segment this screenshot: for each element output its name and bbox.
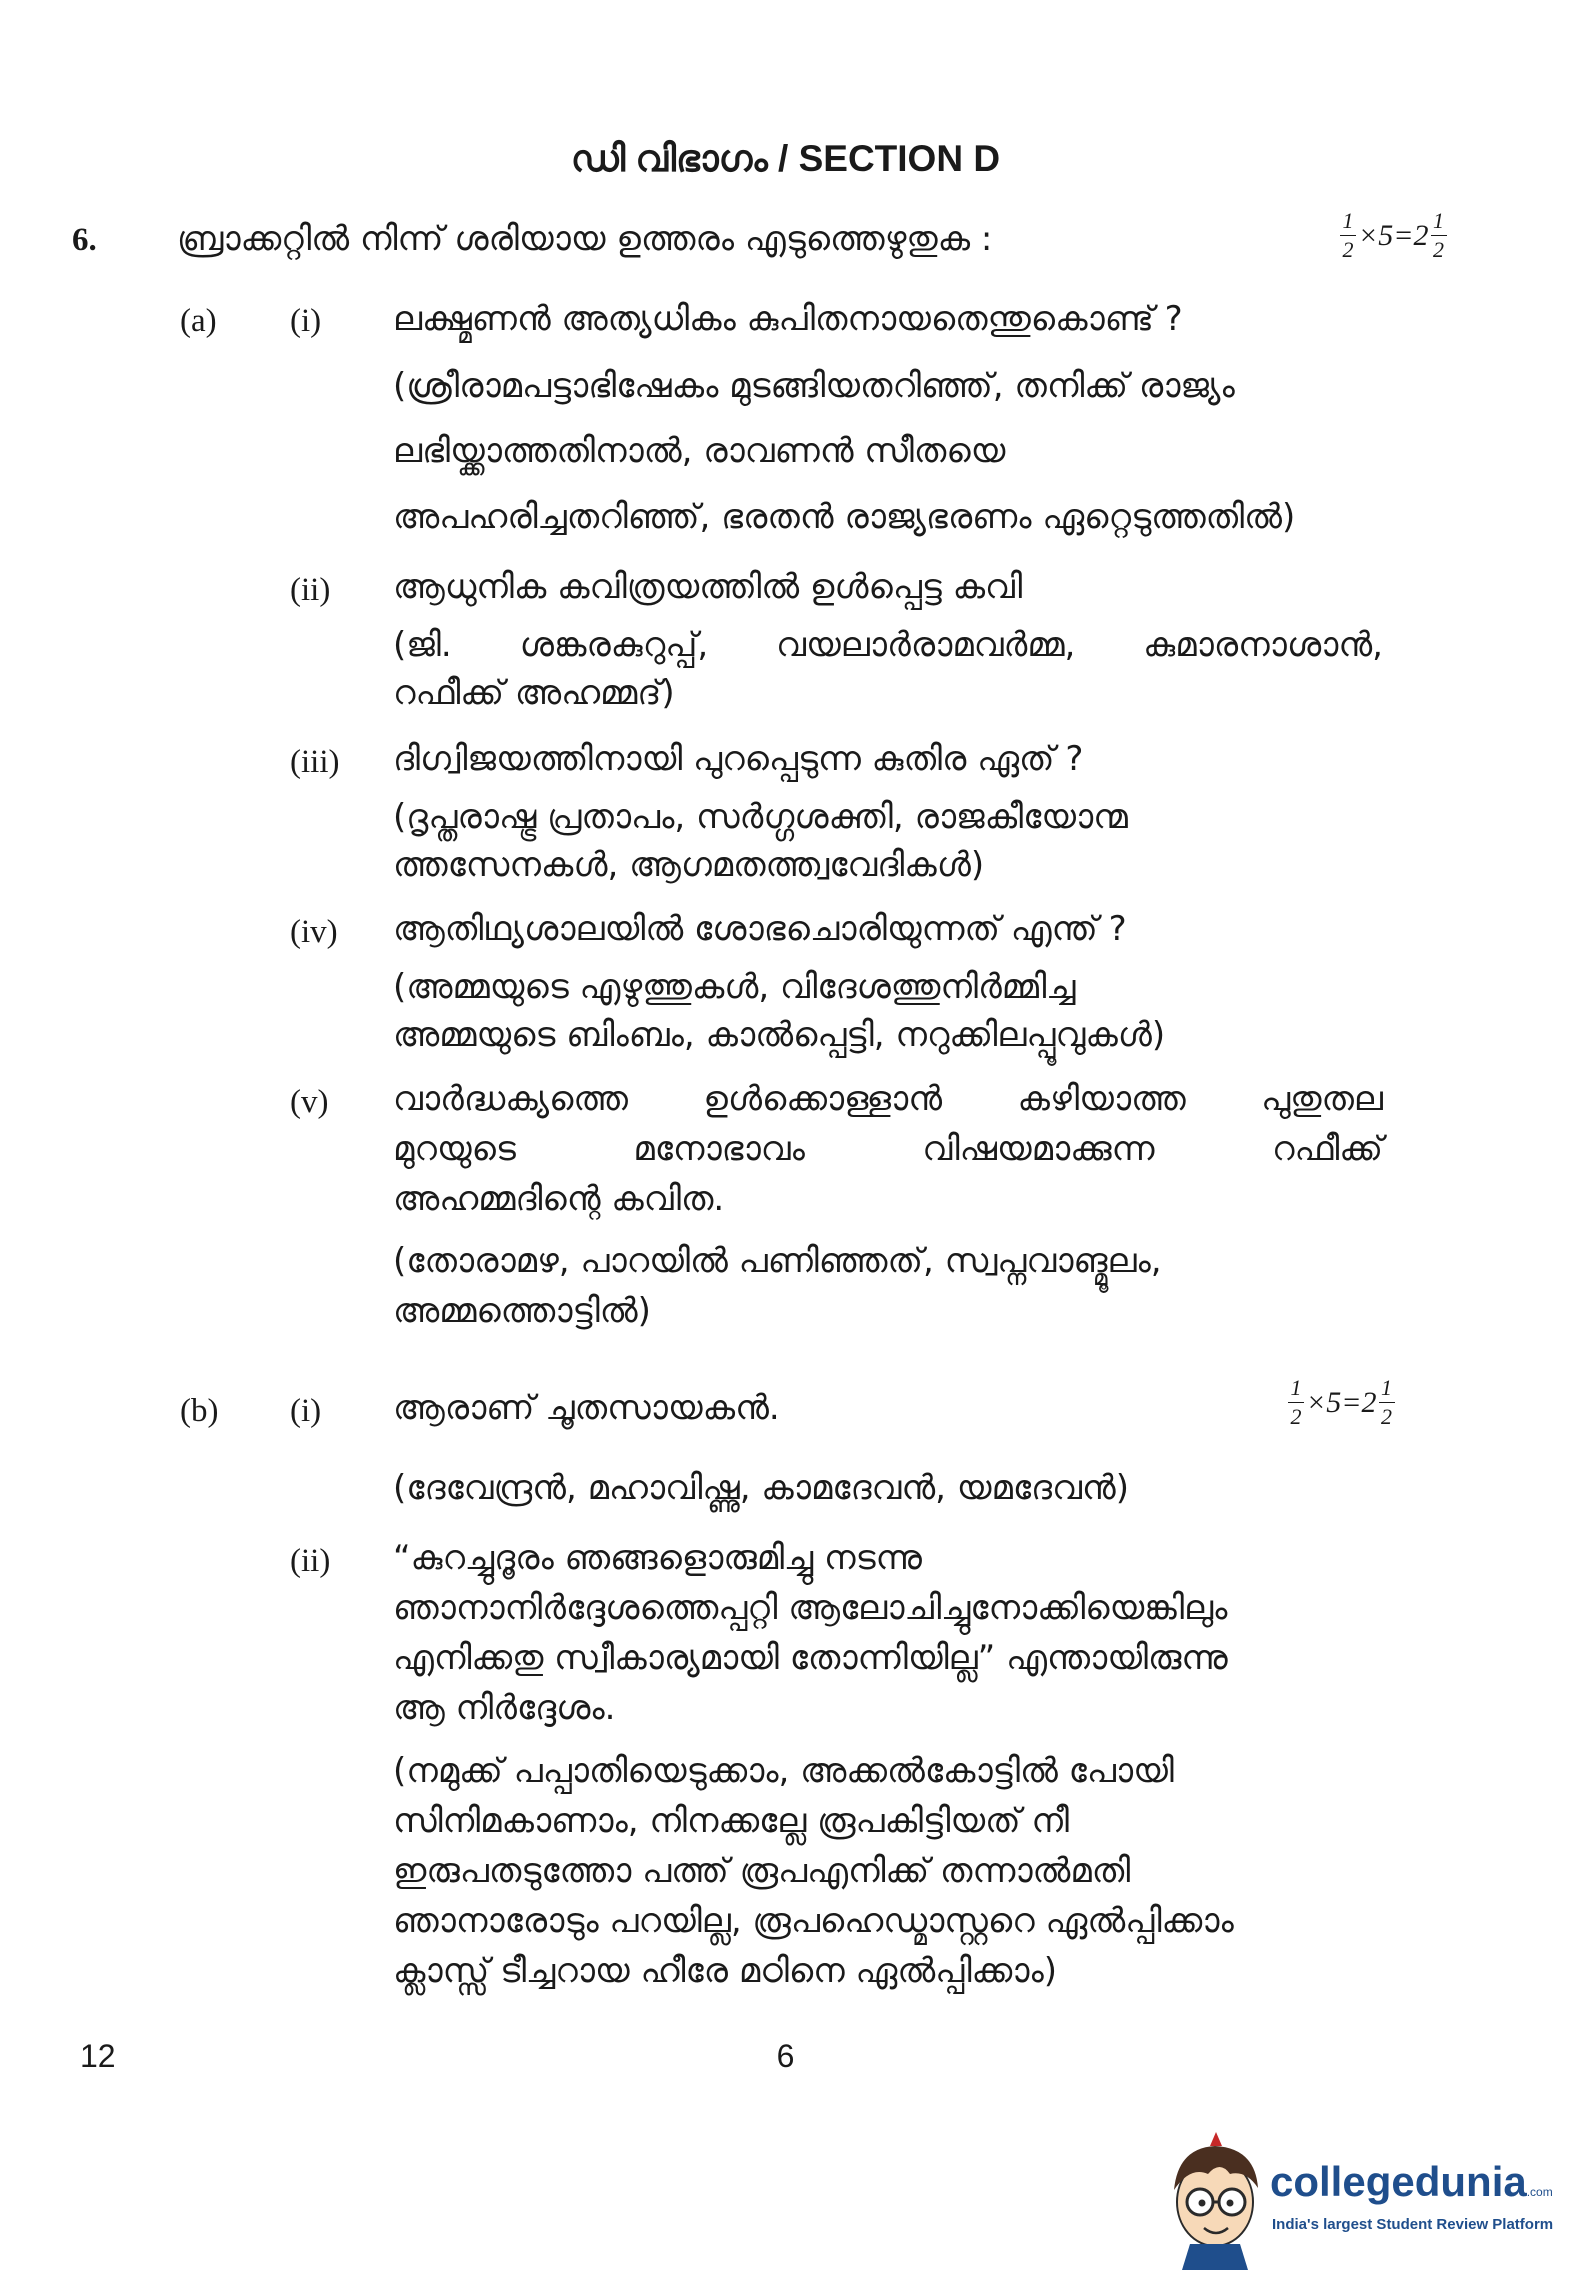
marks-multiplier: ×5=2	[1306, 1385, 1377, 1419]
part-b-label: (b)	[180, 1393, 219, 1429]
item-options-line: (ജി. ശങ്കരകുറുപ്പ്, വയലാർരാമവർമ്മ, കുമാരനാശാൻ,	[393, 625, 1383, 665]
item-options-line: ഞാനാരോടും പറയില്ല, രൂപഹെഡ്മാസ്റ്ററെ ഏൽപ്പിക്കാം	[393, 1901, 1234, 1941]
marks-total-fraction: $\frac{1}{2}$	[1379, 1377, 1395, 1428]
item-label: (i)	[290, 1393, 322, 1429]
item-label: (i)	[290, 303, 322, 339]
item-options-line: ലഭിയ്ക്കാത്തതിനാൽ, രാവണൻ സീതയെ	[393, 431, 1006, 471]
marks-total-fraction: $\frac{1}{2}$	[1431, 210, 1447, 261]
part-b-marks	[1288, 1377, 1395, 1428]
page-number: 6	[776, 2038, 795, 2074]
item-options-line: അപഹരിച്ചതറിഞ്ഞ്, ഭരതൻ രാജ്യഭരണം ഏറ്റെടുത്തതിൽ)	[393, 497, 1296, 537]
item-question: വാർദ്ധക്യത്തെ ഉൾക്കൊള്ളാൻ കഴിയാത്ത പുതുതല	[393, 1079, 1383, 1119]
item-options-line: ക്ലാസ്സ് ടീച്ചറായ ഹീരേ മഠിനെ ഏൽപ്പിക്കാം)	[393, 1951, 1057, 1991]
item-label: (iii)	[290, 744, 340, 780]
item-options-line: (നമുക്ക് പപ്പാതിയെടുക്കാം, അക്കൽകോട്ടിൽ പോയി	[393, 1751, 1174, 1791]
marks-fraction: $\frac{1}{2}$	[1288, 1377, 1304, 1428]
item-label: (ii)	[290, 1543, 331, 1579]
section-title: ഡി വിഭാഗം / SECTION D	[570, 138, 1001, 179]
logo-tagline: India's largest Student Review Platform	[1272, 2216, 1554, 2233]
item-question: ആതിഥ്യശാലയിൽ ശോഭചൊരിയുന്നത് എന്ത് ?	[393, 909, 1127, 949]
item-options-line: ത്തസേനകൾ, ആഗമതത്ത്വവേദികൾ)	[393, 845, 985, 885]
item-options-line: അമ്മത്തൊട്ടിൽ)	[393, 1291, 651, 1331]
question-marks	[1340, 210, 1447, 261]
item-question: ലക്ഷ്മണൻ അത്യധികം കുപിതനായതെന്തുകൊണ്ട് ?	[393, 299, 1183, 339]
item-question: അഹമ്മദിന്റെ കവിത.	[393, 1179, 725, 1219]
logo-wordmark: collegedunia.com	[1270, 2158, 1553, 2205]
marks-fraction: $\frac{1}{2}$	[1340, 210, 1356, 261]
item-question: “കുറച്ചുദൂരം ഞങ്ങളൊരുമിച്ചു നടന്നു	[393, 1538, 922, 1578]
item-options-line: (ദൃപ്തരാഷ്ട്ര പ്രതാപം, സർഗ്ഗശക്തി, രാജകീയോന്മ	[393, 797, 1128, 837]
mascot-icon	[1160, 2130, 1270, 2270]
item-question: ഞാനാനിർദ്ദേശത്തെപ്പറ്റി ആലോചിച്ചുനോക്കിയെങ്കിലും	[393, 1588, 1228, 1628]
item-label: (ii)	[290, 572, 331, 608]
item-question: ആരാണ് ചൂതസായകൻ.	[393, 1388, 780, 1428]
question-number: 6.	[72, 222, 97, 258]
item-options-line: (തോരാമഴ, പാറയിൽ പണിഞ്ഞത്, സ്വപ്നവാങ്മൂലം,	[393, 1241, 1162, 1281]
marks-multiplier: ×5=2	[1358, 218, 1429, 252]
item-question: ആധുനിക കവിത്രയത്തിൽ ഉൾപ്പെട്ട കവി	[393, 567, 1023, 607]
item-options-line: റഫീക്ക് അഹമ്മദ്)	[393, 673, 675, 713]
item-label: (iv)	[290, 914, 338, 950]
item-options-line: സിനിമകാണാം, നിനക്കല്ലേ രൂപകിട്ടിയത് നീ	[393, 1801, 1069, 1841]
item-label: (v)	[290, 1084, 329, 1120]
item-options-line: (ദേവേന്ദ്രൻ, മഹാവിഷ്ണു, കാമദേവൻ, യമദേവൻ)	[393, 1468, 1129, 1508]
footer-code: 12	[80, 2038, 116, 2074]
item-options-line: ഇരുപതടുത്തോ പത്ത് രൂപഎനിക്ക് തന്നാൽമതി	[393, 1851, 1131, 1891]
item-question: എനിക്കതു സ്വീകാര്യമായി തോന്നിയില്ല” എന്തായിരുന്നു	[393, 1638, 1228, 1678]
question-instruction: ബ്രാക്കറ്റിൽ നിന്ന് ശരിയായ ഉത്തരം എടുത്തെഴുതുക :	[177, 219, 993, 259]
collegedunia-logo	[1160, 2130, 1570, 2270]
item-options-line: (ശ്രീരാമപട്ടാഭിഷേകം മുടങ്ങിയതറിഞ്ഞ്, തനിക്ക് രാജ്യം	[393, 366, 1235, 406]
item-options-line: (അമ്മയുടെ എഴുത്തുകൾ, വിദേശത്തുനിർമ്മിച്ച	[393, 967, 1076, 1007]
item-question: മുറയുടെ മനോഭാവം വിഷയമാക്കുന്ന റഫീക്ക്	[393, 1129, 1383, 1169]
item-question: ദിഗ്വിജയത്തിനായി പുറപ്പെടുന്ന കുതിര ഏത് ?	[393, 739, 1084, 779]
item-question: ആ നിർദ്ദേശം.	[393, 1688, 616, 1728]
item-options-line: അമ്മയുടെ ബിംബം, കാൽപ്പെട്ടി, നറുക്കിലപ്പൂവുകൾ)	[393, 1015, 1166, 1055]
part-a-label: (a)	[180, 303, 217, 339]
